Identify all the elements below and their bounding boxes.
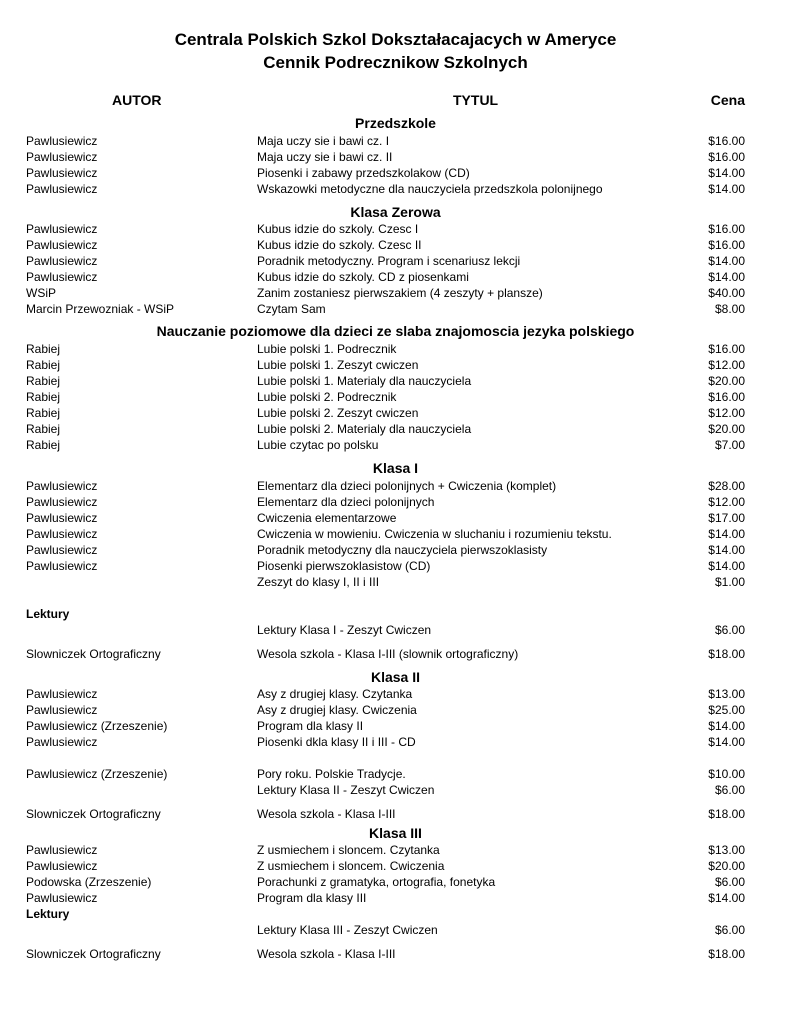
price-cell: $14.00	[708, 891, 745, 905]
column-header-price: Cena	[710, 92, 745, 108]
author-cell: Pawlusiewicz	[26, 843, 98, 857]
author-cell: Rabiej	[26, 422, 61, 436]
title-cell: Maja uczy sie i bawi cz. II	[257, 150, 393, 164]
price-cell: $12.00	[708, 406, 745, 420]
price-cell: $28.00	[708, 479, 745, 493]
price-cell: $13.00	[708, 687, 745, 701]
title-cell: Wesola szkola - Klasa I-III	[257, 947, 396, 961]
author-cell: Rabiej	[26, 390, 61, 404]
price-cell: $10.00	[708, 767, 745, 781]
author-cell: Pawlusiewicz	[26, 703, 98, 717]
table-row	[0, 421, 791, 437]
price-cell: $16.00	[708, 342, 745, 356]
author-cell: Rabiej	[26, 358, 61, 372]
author-cell: Pawlusiewicz	[26, 543, 98, 557]
title-cell: Asy z drugiej klasy. Cwiczenia	[257, 703, 417, 717]
price-cell: $18.00	[708, 807, 745, 821]
author-cell: Rabiej	[26, 342, 61, 356]
author-cell: Podowska (Zrzeszenie)	[26, 875, 152, 889]
price-cell: $16.00	[708, 390, 745, 404]
table-row	[0, 405, 791, 421]
section-heading: Klasa II	[370, 669, 421, 685]
section-heading: Nauczanie poziomowe dla dzieci ze slaba znajomoscia jezyka polskiego	[156, 323, 635, 339]
table-row	[0, 510, 791, 526]
title-cell: Zanim zostaniesz pierwszakiem (4 zeszyty + plansze)	[257, 286, 543, 300]
table-row	[0, 237, 791, 253]
author-cell: WSiP	[26, 286, 56, 300]
author-cell: Pawlusiewicz	[26, 735, 98, 749]
author-cell: Pawlusiewicz	[26, 687, 98, 701]
title-cell: Zeszyt do klasy I, II i III	[257, 575, 380, 589]
price-cell: $14.00	[708, 270, 745, 284]
title-cell: Lektury Klasa II - Zeszyt Cwiczen	[257, 783, 435, 797]
price-cell: $16.00	[708, 238, 745, 252]
table-row	[0, 253, 791, 269]
price-cell: $14.00	[708, 543, 745, 557]
author-cell: Pawlusiewicz	[26, 479, 98, 493]
author-cell: Slowniczek Ortograficzny	[26, 807, 161, 821]
title-cell: Kubus idzie do szkoly. Czesc I	[257, 222, 419, 236]
column-header-author: AUTOR	[112, 92, 162, 108]
title-cell: Maja uczy sie i bawi cz. I	[257, 134, 390, 148]
table-row	[0, 494, 791, 510]
title-cell: Lubie czytac po polsku	[257, 438, 379, 452]
price-cell: $14.00	[708, 559, 745, 573]
author-cell: Pawlusiewicz	[26, 527, 98, 541]
title-cell: Kubus idzie do szkoly. CD z piosenkami	[257, 270, 469, 284]
table-row	[0, 734, 791, 750]
table-row	[0, 542, 791, 558]
table-row	[0, 858, 791, 874]
table-row	[0, 842, 791, 858]
table-row	[0, 373, 791, 389]
table-row	[0, 149, 791, 165]
author-cell: Pawlusiewicz	[26, 891, 98, 905]
table-row	[0, 718, 791, 734]
title-cell: Lubie polski 1. Materialy dla nauczyciela	[257, 374, 472, 388]
title-cell: Cwiczenia elementarzowe	[257, 511, 397, 525]
author-cell: Rabiej	[26, 438, 61, 452]
author-cell: Pawlusiewicz (Zrzeszenie)	[26, 719, 168, 733]
price-cell: $8.00	[714, 302, 745, 316]
table-row	[0, 646, 791, 662]
section-heading: Klasa I	[372, 460, 419, 476]
price-cell: $14.00	[708, 254, 745, 268]
table-row	[0, 133, 791, 149]
table-row	[0, 766, 791, 782]
price-cell: $13.00	[708, 843, 745, 857]
table-row	[0, 806, 791, 822]
table-row	[0, 221, 791, 237]
price-cell: $18.00	[708, 647, 745, 661]
title-cell: Czytam Sam	[257, 302, 326, 316]
price-cell: $14.00	[708, 527, 745, 541]
author-cell: Rabiej	[26, 406, 61, 420]
subsection-label: Lektury	[26, 607, 70, 621]
author-cell: Pawlusiewicz	[26, 150, 98, 164]
price-cell: $25.00	[708, 703, 745, 717]
title-cell: Lubie polski 1. Zeszyt cwiczen	[257, 358, 419, 372]
price-cell: $14.00	[708, 166, 745, 180]
price-cell: $6.00	[714, 875, 745, 889]
price-cell: $20.00	[708, 374, 745, 388]
title-cell: Kubus idzie do szkoly. Czesc II	[257, 238, 422, 252]
table-row	[0, 702, 791, 718]
section-heading: Przedszkole	[355, 115, 436, 131]
author-cell: Pawlusiewicz	[26, 559, 98, 573]
title-cell: Porachunki z gramatyka, ortografia, fonetyka	[257, 875, 496, 889]
title-cell: Z usmiechem i sloncem. Cwiczenia	[257, 859, 445, 873]
author-cell: Pawlusiewicz	[26, 182, 98, 196]
title-cell: Poradnik metodyczny dla nauczyciela pierwszoklasisty	[257, 543, 548, 557]
table-row	[0, 558, 791, 574]
table-row	[0, 341, 791, 357]
document-title: Centrala Polskich Szkol Dokształacajacych w Ameryce	[174, 30, 617, 49]
price-cell: $16.00	[708, 150, 745, 164]
table-row	[0, 782, 791, 798]
price-cell: $14.00	[708, 735, 745, 749]
table-row	[0, 437, 791, 453]
table-row	[0, 686, 791, 702]
author-cell: Pawlusiewicz	[26, 134, 98, 148]
table-row	[0, 165, 791, 181]
author-cell: Pawlusiewicz	[26, 859, 98, 873]
price-cell: $6.00	[714, 623, 745, 637]
title-cell: Wesola szkola - Klasa I-III	[257, 807, 396, 821]
price-cell: $20.00	[708, 422, 745, 436]
author-cell: Pawlusiewicz	[26, 270, 98, 284]
price-cell: $12.00	[708, 495, 745, 509]
title-cell: Lektury Klasa III - Zeszyt Cwiczen	[257, 923, 438, 937]
table-row	[0, 181, 791, 197]
title-cell: Elementarz dla dzieci polonijnych	[257, 495, 435, 509]
title-cell: Z usmiechem i sloncem. Czytanka	[257, 843, 440, 857]
price-cell: $6.00	[714, 923, 745, 937]
title-cell: Cwiczenia w mowieniu. Cwiczenia w sluchaniu i rozumieniu tekstu.	[257, 527, 612, 541]
title-cell: Program dla klasy II	[257, 719, 364, 733]
table-row	[0, 389, 791, 405]
title-cell: Pory roku. Polskie Tradycje.	[257, 767, 406, 781]
author-cell: Slowniczek Ortograficzny	[26, 947, 161, 961]
price-cell: $18.00	[708, 947, 745, 961]
author-cell: Pawlusiewicz	[26, 222, 98, 236]
title-cell: Program dla klasy III	[257, 891, 367, 905]
title-cell: Elementarz dla dzieci polonijnych + Cwiczenia (komplet)	[257, 479, 557, 493]
price-cell: $12.00	[708, 358, 745, 372]
section-heading: Klasa III	[369, 825, 422, 841]
price-cell: $20.00	[708, 859, 745, 873]
title-cell: Lubie polski 2. Zeszyt cwiczen	[257, 406, 419, 420]
title-cell: Lubie polski 2. Podrecznik	[257, 390, 397, 404]
price-cell: $14.00	[708, 719, 745, 733]
title-cell: Wskazowki metodyczne dla nauczyciela przedszkola polonijnego	[257, 182, 603, 196]
price-cell: $16.00	[708, 222, 745, 236]
title-cell: Piosenki pierwszoklasistow (CD)	[257, 559, 431, 573]
title-cell: Wesola szkola - Klasa I-III (slownik ortograficzny)	[257, 647, 519, 661]
author-cell: Pawlusiewicz	[26, 254, 98, 268]
title-cell: Piosenki dkla klasy II i III - CD	[257, 735, 416, 749]
table-row	[0, 285, 791, 301]
author-cell: Pawlusiewicz	[26, 511, 98, 525]
author-cell: Pawlusiewicz	[26, 238, 98, 252]
table-row	[0, 922, 791, 938]
author-cell: Pawlusiewicz	[26, 166, 98, 180]
document-subtitle: Cennik Podrecznikow Szkolnych	[263, 53, 528, 72]
author-cell: Pawlusiewicz (Zrzeszenie)	[26, 767, 168, 781]
price-cell: $14.00	[708, 182, 745, 196]
table-row	[0, 269, 791, 285]
author-cell: Rabiej	[26, 374, 61, 388]
author-cell: Marcin Przewozniak - WSiP	[26, 302, 175, 316]
table-row	[0, 874, 791, 890]
title-cell: Lubie polski 1. Podrecznik	[257, 342, 397, 356]
price-cell: $1.00	[714, 575, 745, 589]
section-heading: Klasa Zerowa	[350, 204, 441, 220]
title-cell: Lubie polski 2. Materialy dla nauczyciela	[257, 422, 472, 436]
title-cell: Piosenki i zabawy przedszkolakow (CD)	[257, 166, 470, 180]
table-row	[0, 526, 791, 542]
table-row	[0, 478, 791, 494]
table-row	[0, 946, 791, 962]
subsection-label: Lektury	[26, 907, 70, 921]
author-cell: Slowniczek Ortograficzny	[26, 647, 161, 661]
table-row	[0, 574, 791, 590]
table-row	[0, 890, 791, 906]
title-cell: Asy z drugiej klasy. Czytanka	[257, 687, 413, 701]
price-cell: $16.00	[708, 134, 745, 148]
title-cell: Lektury Klasa I - Zeszyt Cwiczen	[257, 623, 432, 637]
column-header-title: TYTUL	[453, 92, 499, 108]
author-cell: Pawlusiewicz	[26, 495, 98, 509]
title-cell: Poradnik metodyczny. Program i scenariusz lekcji	[257, 254, 521, 268]
price-cell: $7.00	[714, 438, 745, 452]
price-cell: $17.00	[708, 511, 745, 525]
price-cell: $6.00	[714, 783, 745, 797]
price-cell: $40.00	[708, 286, 745, 300]
table-row	[0, 357, 791, 373]
table-row	[0, 301, 791, 317]
table-row	[0, 622, 791, 638]
